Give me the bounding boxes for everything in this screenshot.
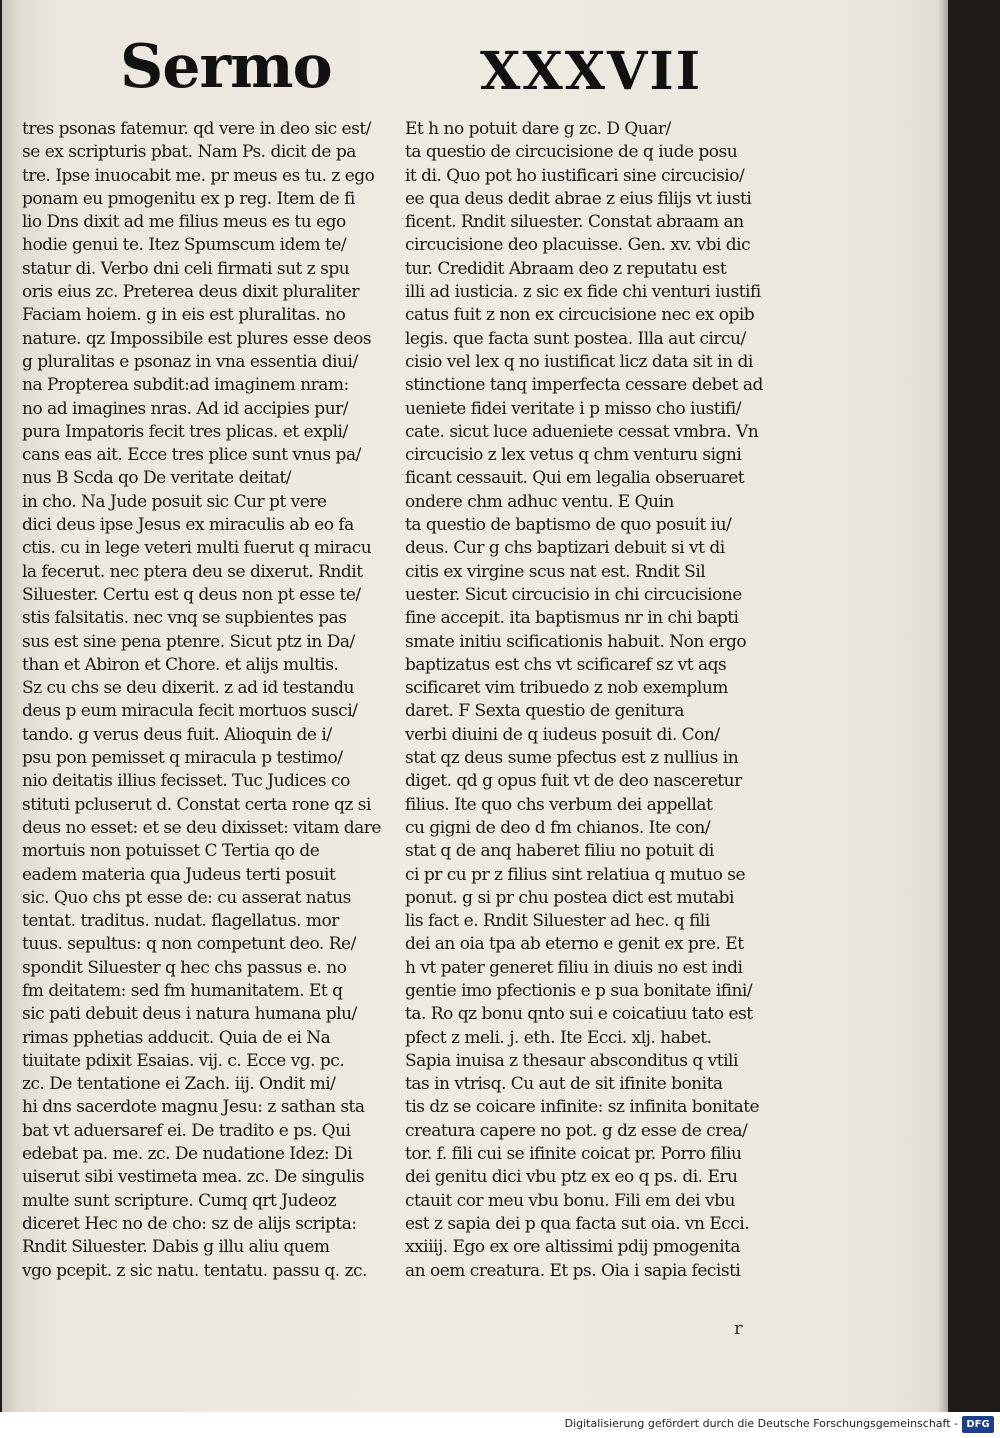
text-line: ctauit cor meu vbu bonu. Fili em dei vbu	[405, 1190, 735, 1211]
text-line: fine accepit. ita baptismus nr in chi bapti	[405, 608, 739, 629]
text-line: stituti pcluserut d. Constat certa rone qz si	[22, 794, 371, 815]
text-line: stat qz deus sume pfectus est z nullius in	[405, 748, 739, 769]
text-line: ficant cessauit. Qui em legalia obseruaret	[405, 468, 745, 489]
text-line: tres psonas fatemur. qd vere in deo sic est/	[22, 119, 371, 139]
text-line: ueniete fidei veritate i p misso cho iustifi/	[405, 398, 741, 419]
text-line: cisio vel lex q no iustificat licz data sit in di	[405, 351, 753, 372]
text-line: dici deus ipse Jesus ex miraculis ab eo fa	[22, 515, 354, 536]
text-line: Siluester. Certu est q deus non pt esse te/	[22, 584, 361, 605]
text-line: ficent. Rndit siluester. Constat abraam an	[405, 212, 744, 233]
text-line: baptizatus est chs vt scificaref sz vt aqs	[405, 654, 727, 675]
text-line: filius. Ite quo chs verbum dei appellat	[405, 794, 713, 815]
text-line: spondit Siluester q hec chs passus e. no	[22, 957, 347, 978]
text-line: fm deitatem: sed fm humanitatem. Et q	[22, 980, 343, 1001]
text-line: tor. f. fili cui se ifinite coicat pr. Porro filiu	[405, 1144, 742, 1165]
text-line: than et Abiron et Chore. et alijs multis.	[22, 654, 339, 675]
text-line: cate. sicut luce adueniete cessat vmbra. Vn	[405, 421, 759, 442]
text-line: ctis. cu in lege veteri multi fuerut q miracu	[22, 538, 372, 559]
text-line: ponut. g si pr chu postea dict est mutabi	[405, 887, 734, 908]
text-line: se ex scripturis pbat. Nam Ps. dicit de pa	[22, 142, 356, 163]
text-line: sic pati debuit deus i natura humana plu/	[22, 1004, 357, 1025]
text-line: est z sapia dei p qua facta sut oia. vn Ecci.	[405, 1213, 750, 1234]
text-line: it di. Quo pot ho iustificari sine circucisio/	[405, 165, 745, 186]
text-line: oris eius zc. Preterea deus dixit pluraliter	[22, 282, 360, 303]
text-line: g pluralitas e psonaz in vna essentia diui/	[22, 351, 358, 372]
text-line: tiuitate pdixit Esaias. vij. c. Ecce vg. pc.	[22, 1050, 345, 1071]
text-line: cans eas ait. Ecce tres plice sunt vnus pa/	[22, 445, 361, 466]
text-line: Sz cu chs se deu dixerit. z ad id testandu	[22, 678, 354, 699]
text-line: pura Impatoris fecit tres plicas. et expli/	[22, 421, 348, 442]
text-line: na Propterea subdit:ad imaginem nram:	[22, 375, 349, 396]
running-head	[2, 30, 948, 105]
signature-mark: r	[734, 1318, 743, 1339]
text-line: circucisione deo placuisse. Gen. xv. vbi dic	[405, 235, 751, 256]
text-line: uester. Sicut circucisio in chi circucisione	[405, 584, 742, 605]
text-line: deus. Cur g chs baptizari debuit si vt di	[405, 538, 725, 559]
text-line: tre. Ipse inuocabit me. pr meus es tu. z ego	[22, 165, 375, 186]
text-line: ta questio de circucisione de q iude posu	[405, 142, 738, 163]
text-line: psu pon pemisset q miracula p testimo/	[22, 748, 343, 769]
text-line: bat vt aduersaref ei. De tradito e ps. Qui	[22, 1120, 351, 1141]
dfg-footer-bar	[0, 1412, 1000, 1438]
text-line: Et h no potuit dare g zc. D Quar/	[405, 119, 671, 139]
text-line: tis dz se coicare infinite: sz infinita bonitate	[405, 1097, 760, 1118]
text-line: ta. Ro qz bonu qnto sui e coicatiuu tato est	[405, 1004, 753, 1025]
text-line: diget. qd g opus fuit vt de deo nasceretur	[405, 771, 742, 792]
book-page	[2, 0, 948, 1412]
right-text-column	[405, 118, 771, 1283]
text-line: vgo pcepit. z sic natu. tentatu. passu q. zc.	[22, 1260, 367, 1281]
text-line: edebat pa. me. zc. De nudatione Idez: Di	[22, 1144, 353, 1165]
text-line: tas in vtrisq. Cu aut de sit ifinite bonita	[405, 1074, 723, 1095]
text-line: stat q de anq haberet filiu no potuit di	[405, 841, 714, 862]
text-line: cu gigni de deo d fm chianos. Ite con/	[405, 817, 711, 838]
text-line: Rndit Siluester. Dabis g illu aliu quem	[22, 1237, 330, 1258]
text-line: verbi diuini de q iudeus posuit di. Con/	[405, 724, 720, 745]
text-line: stinctione tanq imperfecta cessare debet ad	[405, 375, 763, 396]
text-line: tuus. sepultus: q non competunt deo. Re/	[22, 934, 356, 955]
text-line: in cho. Na Jude posuit sic Cur pt vere	[22, 491, 327, 512]
text-line: sus est sine pena ptenre. Sicut ptz in Da/	[22, 631, 355, 652]
text-line: zc. De tentatione ei Zach. iij. Ondit mi/	[22, 1074, 336, 1095]
text-line: catus fuit z non ex circucisione nec ex opib	[405, 305, 755, 326]
folio-number: XXXVII	[480, 41, 703, 102]
text-line: ci pr cu pr z filius sint relatiua q mutuo se	[405, 864, 746, 885]
text-line: uiserut sibi vestimeta mea. zc. De singulis	[22, 1167, 365, 1188]
text-line: dei an oia tpa ab eterno e genit ex pre. Et	[405, 934, 744, 955]
text-line: la fecerut. nec ptera deu se dixerut. Rndit	[22, 561, 363, 582]
text-line: deus no esset: et se deu dixisset: vitam dare	[22, 817, 381, 838]
text-line: no ad imagines nras. Ad id accipies pur/	[22, 398, 348, 419]
text-line: tur. Credidit Abraam deo z reputatu est	[405, 258, 727, 279]
text-line: rimas pphetias adducit. Quia de ei Na	[22, 1027, 331, 1048]
text-line: scificaret vim tribuedo z nob exemplum	[405, 678, 728, 699]
text-line: sic. Quo chs pt esse de: cu asserat natus	[22, 887, 351, 908]
text-line: statur di. Verbo dni celi firmati sut z spu	[22, 258, 350, 279]
text-line: gentie imo pfectionis e p sua bonitate ifini/	[405, 980, 753, 1001]
text-line: h vt pater generet filiu in diuis no est indi	[405, 957, 743, 978]
text-line: tando. g verus deus fuit. Alioquin de i/	[22, 724, 332, 745]
text-line: stis falsitatis. nec vnq se supbientes pas	[22, 608, 347, 629]
text-line: diceret Hec no de cho: sz de alijs scripta:	[22, 1213, 357, 1234]
text-line: smate initiu scificationis habuit. Non ergo	[405, 631, 747, 652]
left-text-column	[22, 118, 392, 1283]
text-line: mortuis non potuisset C Tertia qo de	[22, 841, 320, 862]
text-line: hi dns sacerdote magnu Jesu: z sathan sta	[22, 1097, 365, 1118]
dfg-logo: DFG	[962, 1416, 994, 1433]
text-line: lis fact e. Rndit Siluester ad hec. q fili	[405, 911, 710, 932]
text-line: pfect z meli. j. eth. Ite Ecci. xlj. habet.	[405, 1027, 712, 1048]
text-line: Sapia inuisa z thesaur absconditus q vtili	[405, 1050, 738, 1071]
text-line: xxiiij. Ego ex ore altissimi pdij pmogenita	[405, 1237, 740, 1258]
text-line: eadem materia qua Judeus terti posuit	[22, 864, 336, 885]
text-line: nus B Scda qo De veritate deitat/	[22, 468, 292, 489]
text-line: ponam eu pmogenitu ex p reg. Item de fi	[22, 188, 355, 209]
text-line: hodie genui te. Itez Spumscum idem te/	[22, 235, 347, 256]
text-line: ta questio de baptismo de quo posuit iu/	[405, 515, 732, 536]
text-line: lio Dns dixit ad me filius meus es tu ego	[22, 212, 346, 233]
text-line: citis ex virgine scus nat est. Rndit Sil	[405, 561, 706, 582]
text-line: nature. qz Impossibile est plures esse deos	[22, 328, 372, 349]
text-line: illi ad iusticia. z sic ex fide chi venturi iustifi	[405, 282, 761, 303]
text-line: legis. que facta sunt postea. Illa aut circu/	[405, 328, 746, 349]
text-line: Faciam hoiem. g in eis est pluralitas. no	[22, 305, 346, 326]
text-line: tentat. traditus. nudat. flagellatus. mor	[22, 911, 339, 932]
text-line: multe sunt scripture. Cumq qrt Judeoz	[22, 1190, 337, 1211]
text-line: creatura capere no pot. g dz esse de crea/	[405, 1120, 748, 1141]
text-line: deus p eum miracula fecit mortuos susci/	[22, 701, 358, 722]
text-line: dei genitu dici vbu ptz ex eo q ps. di. Eru	[405, 1167, 738, 1188]
funding-credit: Digitalisierung gefördert durch die Deutsche Forschungsgemeinschaft -	[564, 1417, 958, 1430]
text-line: ee qua deus dedit abrae z eius filijs vt iusti	[405, 188, 752, 209]
text-line: an oem creatura. Et ps. Oia i sapia fecisti	[405, 1260, 741, 1281]
text-line: nio deitatis illius fecisset. Tuc Judices co	[22, 771, 350, 792]
text-line: circucisio z lex vetus q chm venturu signi	[405, 445, 742, 466]
running-head-title: Sermo	[120, 32, 332, 102]
text-line: daret. F Sexta questio de genitura	[405, 701, 684, 722]
text-line: ondere chm adhuc ventu. E Quin	[405, 491, 674, 512]
